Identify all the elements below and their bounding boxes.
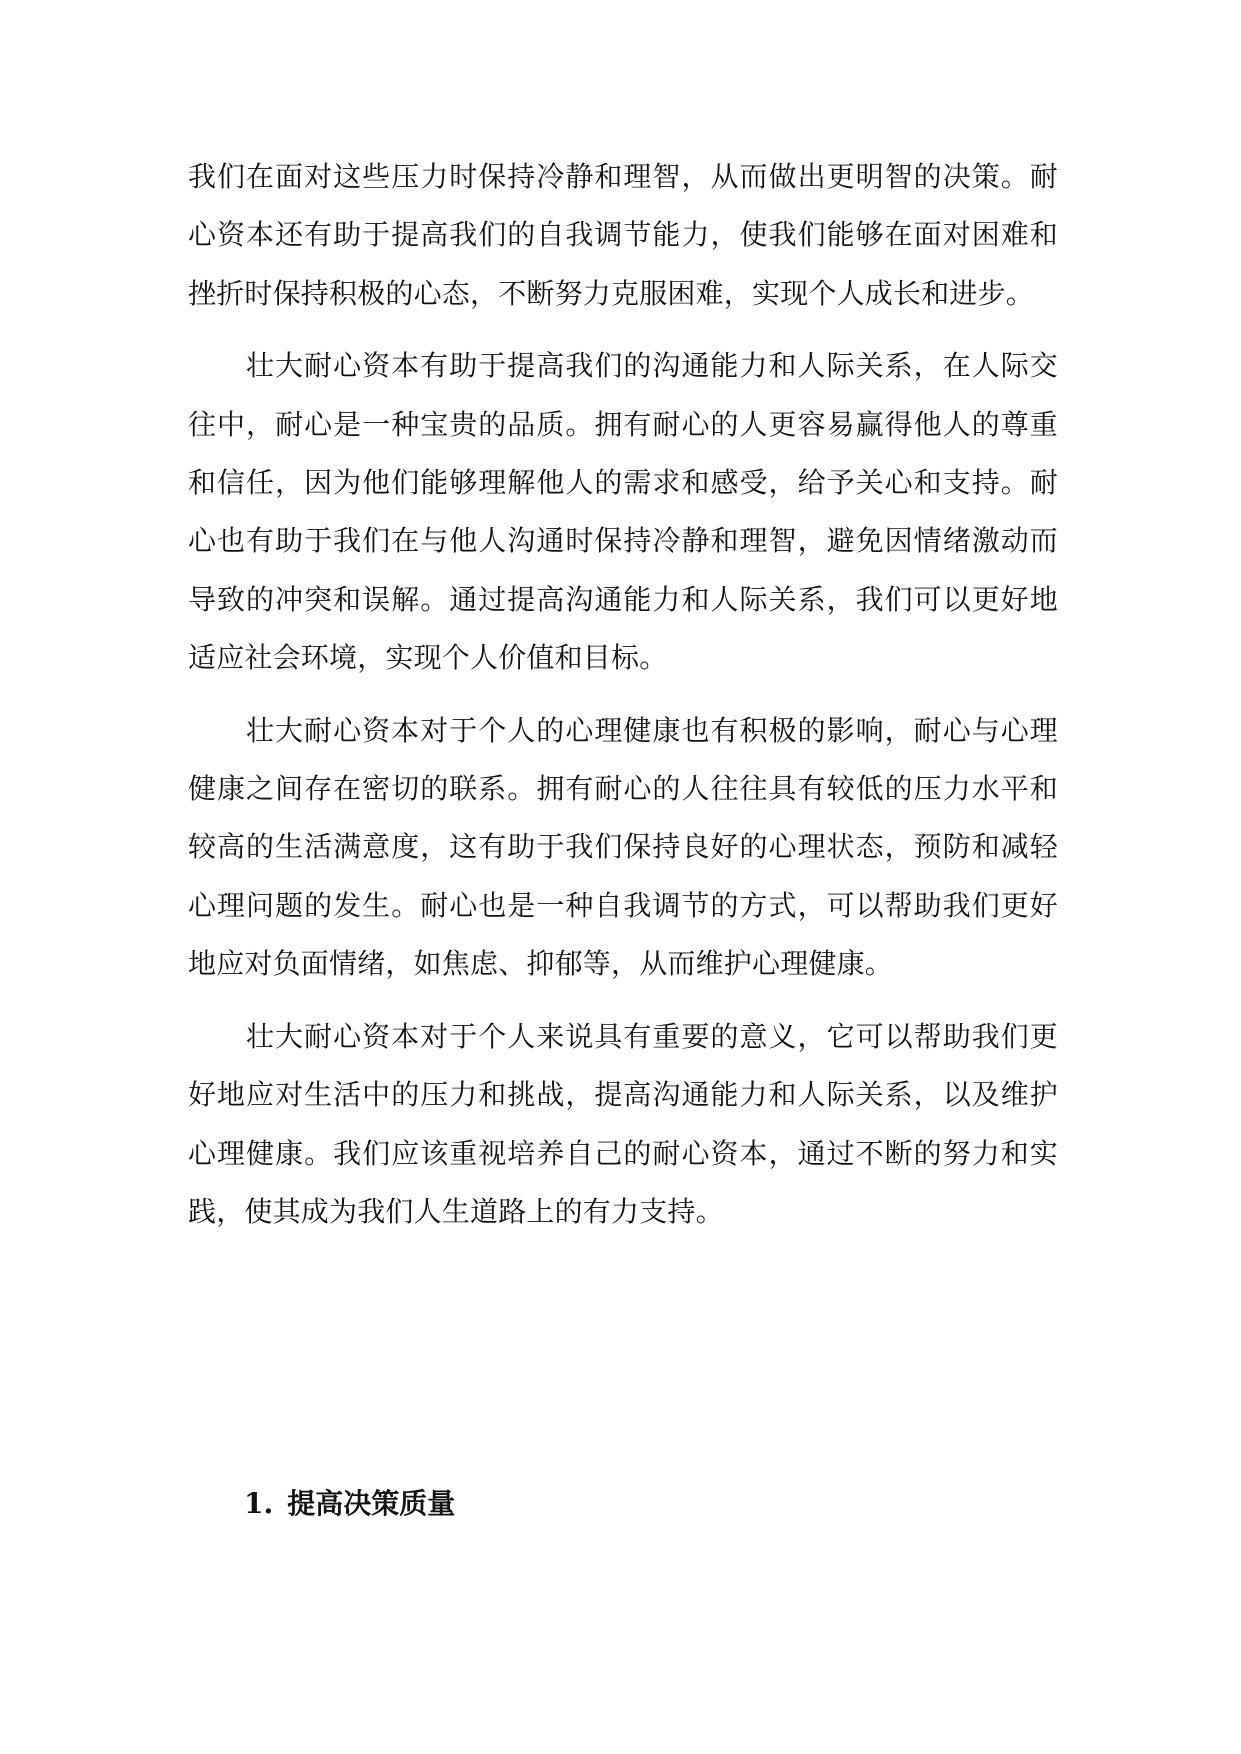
paragraph-1: 我们在面对这些压力时保持冷静和理智，从而做出更明智的决策。耐心资本还有助于提高我们的自我调节能力，使我们能够在面对困难和挫折时保持积极的心态，不断努力克服困难，实现个人成长和进步。 — [188, 160, 1058, 310]
paragraph-2: 壮大耐心资本有助于提高我们的沟通能力和人际关系，在人际交往中，耐心是一种宝贵的品质。拥有耐心的人更容易赢得他人的尊重和信任，因为他们能够理解他人的需求和感受，给予关心和支持。耐心也有助于我们在与他人沟通时保持冷静和理智，避免因情绪激动而导致的冲突和误解。通过提高沟通能力和人际关系，我们可以更好地适应社会环境，实现个人价值和目标。 — [188, 349, 1058, 675]
paragraph-3: 壮大耐心资本对于个人的心理健康也有积极的影响，耐心与心理健康之间存在密切的联系。拥有耐心的人往往具有较低的压力水平和较高的生活满意度，这有助于我们保持良好的心理状态，预防和减轻心理问题的发生。耐心也是一种自我调节的方式，可以帮助我们更好地应对负面情绪，如焦虑、抑郁等，从而维护心理健康。 — [188, 713, 1058, 981]
paragraph-4: 壮大耐心资本对于个人来说具有重要的意义，它可以帮助我们更好地应对生活中的压力和挑战，提高沟通能力和人际关系，以及维护心理健康。我们应该重视培养自己的耐心资本，通过不断的努力和实践，使其成为我们人生道路上的有力支持。 — [188, 1019, 1058, 1228]
body-text — [188, 148, 1058, 1241]
section-title: 提高决策质量 — [287, 1487, 456, 1520]
section-heading — [244, 1484, 455, 1524]
section-number: 1. — [244, 1487, 274, 1520]
